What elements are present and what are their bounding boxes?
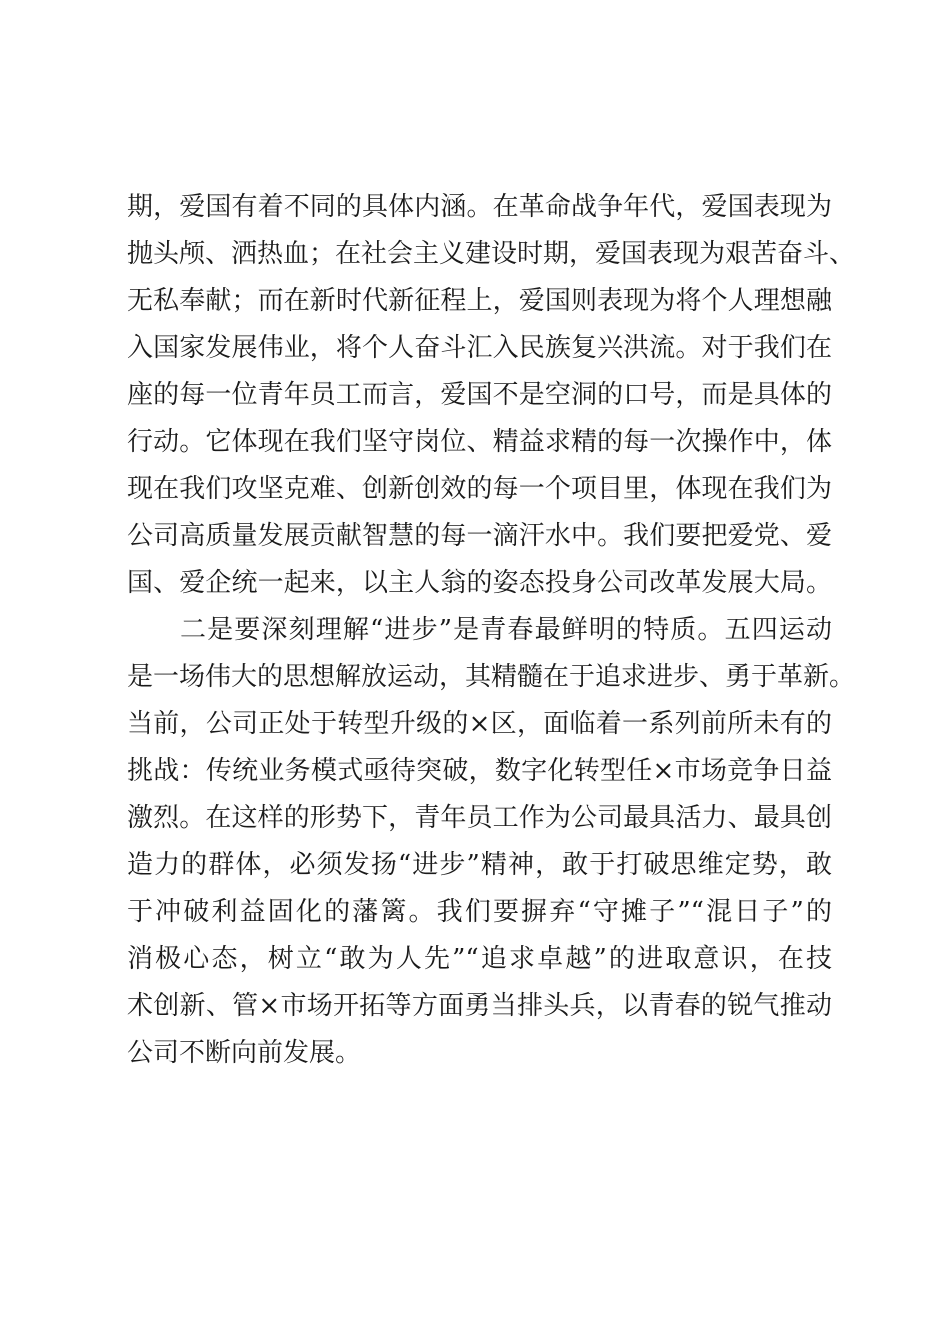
text-line: 消极心态，树立“敢为人先”“追求卓越”的进取意识，在技 <box>127 944 832 974</box>
text-line: 于冲破利益固化的藩篱。我们要摒弃“守摊子”“混日子”的 <box>127 897 832 927</box>
text-line: 激烈。在这样的形势下，青年员工作为公司最具活力、最具创 <box>127 803 832 833</box>
text-line: 行动。它体现在我们坚守岗位、精益求精的每一次操作中，体 <box>127 427 832 457</box>
text-line: 公司不断向前发展。 <box>127 1038 362 1068</box>
paragraph-first-line: 二是要深刻理解“进步”是青春最鲜明的特质。五四运动 <box>180 615 832 645</box>
text-line: 是一场伟大的思想解放运动，其精髓在于追求进步、勇于革新。 <box>127 662 856 692</box>
text-line: 公司高质量发展贡献智慧的每一滴汗水中。我们要把爱党、爱 <box>127 521 832 551</box>
text-line: 国、爱企统一起来，以主人翁的姿态投身公司改革发展大局。 <box>127 568 832 598</box>
text-line: 挑战：传统业务模式亟待突破，数字化转型任×市场竞争日益 <box>127 756 832 786</box>
text-line: 期，爱国有着不同的具体内涵。在革命战争年代，爱国表现为 <box>127 192 832 222</box>
text-line: 座的每一位青年员工而言，爱国不是空洞的口号，而是具体的 <box>127 380 832 410</box>
text-line: 造力的群体，必须发扬“进步”精神，敢于打破思维定势，敢 <box>127 850 832 880</box>
text-line: 无私奉献；而在新时代新征程上，爱国则表现为将个人理想融 <box>127 286 832 316</box>
text-line: 术创新、管×市场开拓等方面勇当排头兵，以青春的锐气推动 <box>127 991 832 1021</box>
text-line: 现在我们攻坚克难、创新创效的每一个项目里，体现在我们为 <box>127 474 832 504</box>
text-line: 抛头颅、洒热血；在社会主义建设时期，爱国表现为艰苦奋斗、 <box>127 239 856 269</box>
text-line: 当前，公司正处于转型升级的×区，面临着一系列前所未有的 <box>127 709 832 739</box>
text-line: 入国家发展伟业，将个人奋斗汇入民族复兴洪流。对于我们在 <box>127 333 832 363</box>
